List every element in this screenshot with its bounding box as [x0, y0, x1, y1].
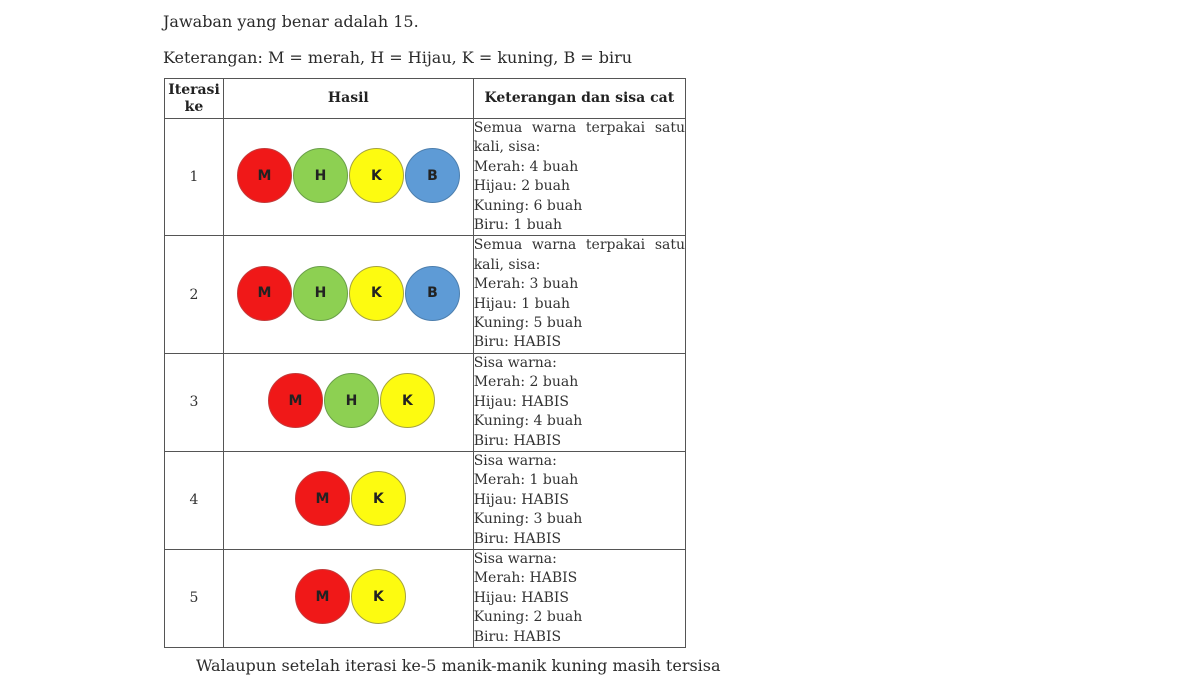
- header-iteration-line1: Iterasi: [168, 81, 220, 98]
- header-iteration-line2: ke: [184, 98, 204, 115]
- note-intro: Sisa warna:: [473, 354, 557, 371]
- remaining-line: Biru: HABIS: [473, 530, 562, 547]
- remaining-line: Merah: 1 buah: [473, 472, 579, 489]
- iteration-number: 2: [165, 236, 224, 353]
- bead-group: [224, 569, 473, 627]
- note-intro: Semua warna terpakai satu kali, sisa:: [473, 120, 685, 156]
- remaining-line: Biru: HABIS: [473, 628, 562, 645]
- result-cell: [223, 236, 473, 353]
- table-row: [165, 549, 686, 647]
- bead: K: [351, 569, 406, 624]
- bead: H: [293, 148, 348, 203]
- bead-group: [224, 266, 473, 324]
- remaining-line: Merah: 3 buah: [473, 276, 579, 293]
- note-intro: Sisa warna:: [473, 452, 557, 469]
- table-row: [165, 451, 686, 549]
- bead: M: [268, 373, 323, 428]
- bead: M: [237, 148, 292, 203]
- remaining-line: Hijau: HABIS: [473, 491, 569, 508]
- remaining-line: Biru: HABIS: [473, 334, 562, 351]
- notes-cell: [473, 119, 685, 236]
- bead: K: [351, 471, 406, 526]
- note-intro: Sisa warna:: [473, 550, 557, 567]
- answer-text: Jawaban yang benar adalah 15.: [163, 12, 419, 31]
- remaining-line: Merah: 2 buah: [473, 374, 579, 391]
- remaining-line: Kuning: 2 buah: [473, 609, 583, 626]
- remaining-line: Hijau: 1 buah: [473, 295, 570, 312]
- iteration-table: [164, 78, 686, 648]
- bead: B: [405, 266, 460, 321]
- bead: B: [405, 148, 460, 203]
- remaining-line: Biru: HABIS: [473, 432, 562, 449]
- remaining-line: Kuning: 5 buah: [473, 315, 583, 332]
- header-iteration: [165, 79, 224, 119]
- remaining-line: Kuning: 6 buah: [473, 197, 583, 214]
- legend-text: Keterangan: M = merah, H = Hijau, K = kuning, B = biru: [163, 48, 633, 67]
- header-result: Hasil: [223, 79, 473, 119]
- remaining-line: Hijau: HABIS: [473, 589, 569, 606]
- result-cell: [223, 353, 473, 451]
- remaining-line: Hijau: HABIS: [473, 393, 569, 410]
- note-intro: Semua warna terpakai satu kali, sisa:: [473, 237, 685, 273]
- outro-text: Walaupun setelah iterasi ke-5 manik-manik kuning masih tersisa: [196, 656, 721, 675]
- notes-cell: [473, 236, 685, 353]
- iteration-number: 5: [165, 549, 224, 647]
- remaining-line: Merah: HABIS: [473, 570, 578, 587]
- result-cell: [223, 549, 473, 647]
- iteration-number: 3: [165, 353, 224, 451]
- iteration-number: 4: [165, 451, 224, 549]
- notes-cell: [473, 549, 685, 647]
- bead: M: [237, 266, 292, 321]
- remaining-line: Biru: 1 buah: [473, 217, 563, 234]
- bead-group: [224, 471, 473, 529]
- bead: K: [349, 266, 404, 321]
- remaining-line: Merah: 4 buah: [473, 158, 579, 175]
- bead-group: [224, 148, 473, 206]
- remaining-line: Kuning: 4 buah: [473, 413, 583, 430]
- table-row: [165, 353, 686, 451]
- bead: H: [293, 266, 348, 321]
- bead: K: [380, 373, 435, 428]
- bead: M: [295, 471, 350, 526]
- notes-cell: [473, 451, 685, 549]
- result-cell: [223, 451, 473, 549]
- remaining-line: Hijau: 2 buah: [473, 178, 570, 195]
- result-cell: [223, 119, 473, 236]
- table-row: [165, 119, 686, 236]
- notes-cell: [473, 353, 685, 451]
- table-row: [165, 236, 686, 353]
- header-notes: Keterangan dan sisa cat: [473, 79, 685, 119]
- bead: H: [324, 373, 379, 428]
- remaining-line: Kuning: 3 buah: [473, 511, 583, 528]
- table-header-row: [165, 79, 686, 119]
- bead: M: [295, 569, 350, 624]
- iteration-number: 1: [165, 119, 224, 236]
- bead-group: [224, 373, 473, 431]
- bead: K: [349, 148, 404, 203]
